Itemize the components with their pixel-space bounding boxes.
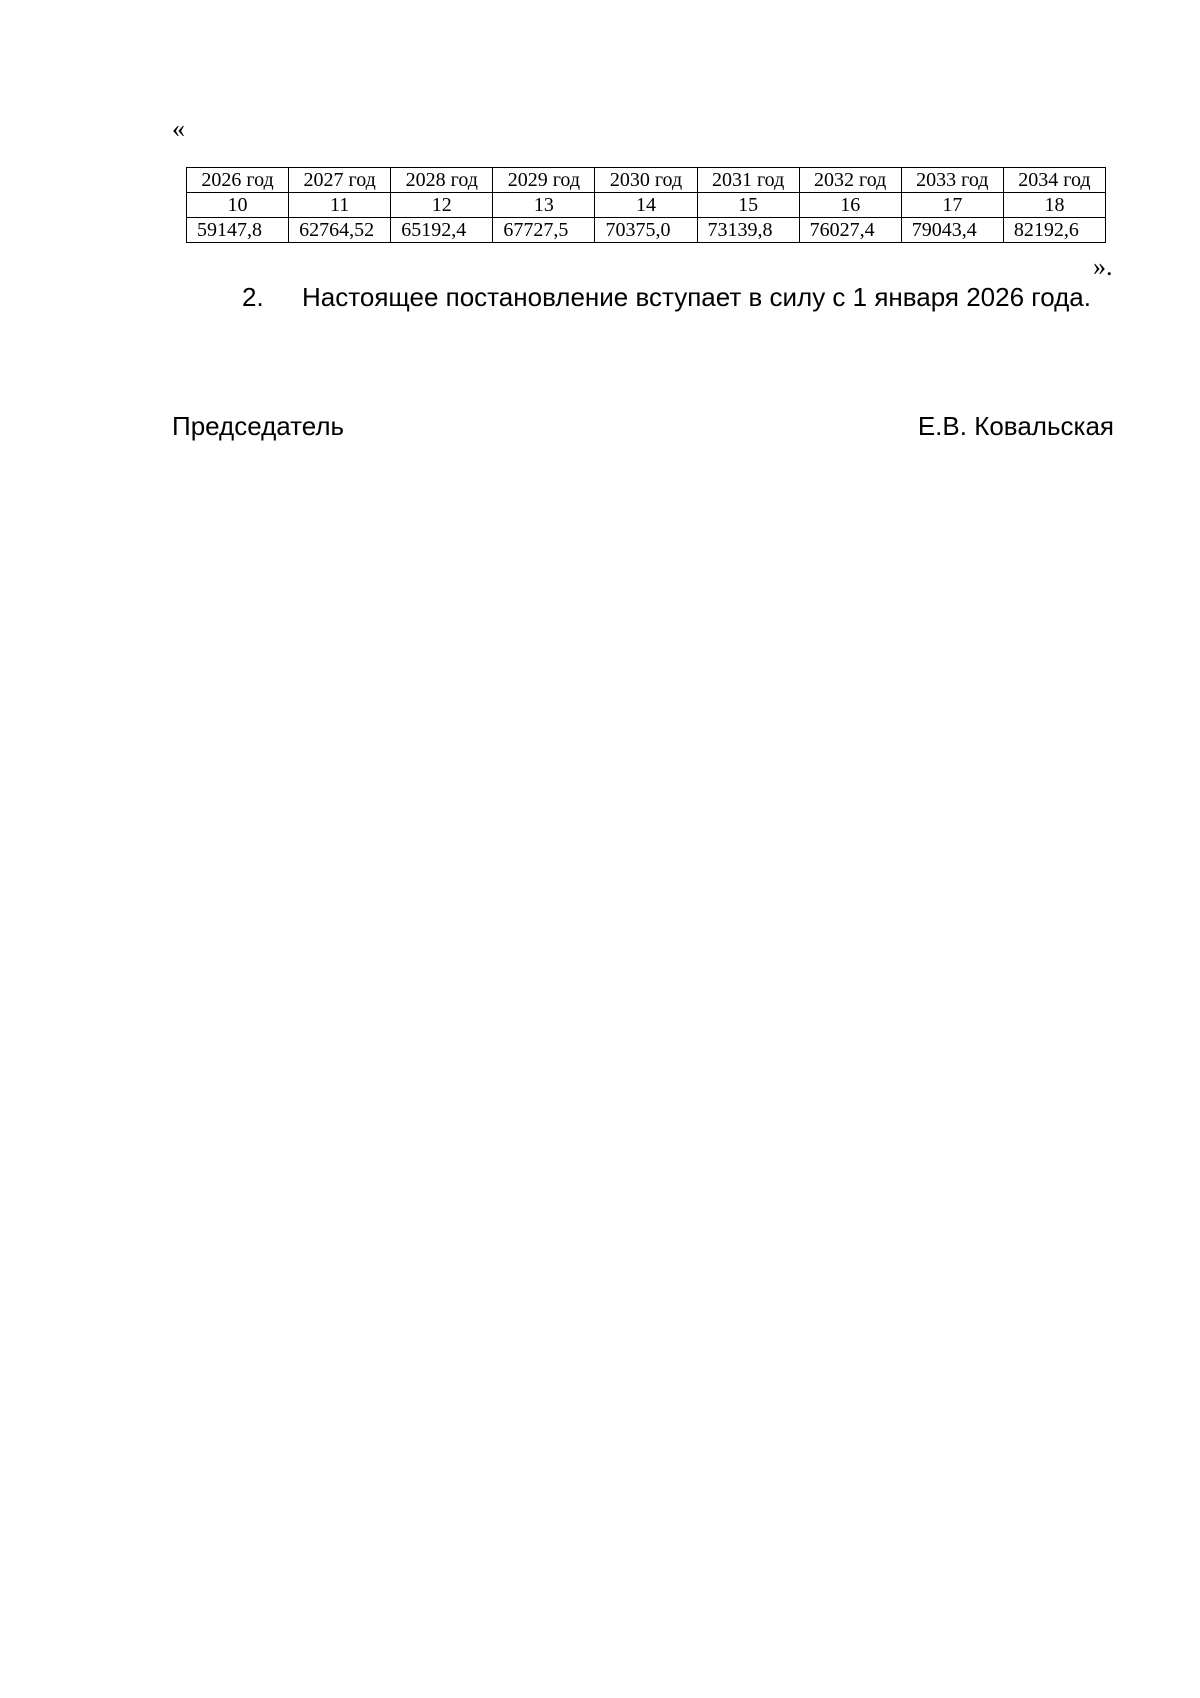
table-cell-year: 2026 год [187, 168, 289, 193]
table-row-values [187, 218, 1106, 243]
table-cell-year: 2034 год [1003, 168, 1105, 193]
table-row-years [187, 168, 1106, 193]
table-cell-value: 73139,8 [697, 218, 799, 243]
table-cell-index: 18 [1003, 193, 1105, 218]
table-cell-year: 2031 год [697, 168, 799, 193]
values-table [186, 167, 1106, 243]
table-cell-value: 82192,6 [1003, 218, 1105, 243]
table-cell-index: 17 [901, 193, 1003, 218]
table-cell-index: 12 [391, 193, 493, 218]
table-cell-year: 2029 год [493, 168, 595, 193]
clause-text: Настоящее постановление вступает в силу с 1 января 2026 года. [302, 282, 1091, 312]
table-cell-index: 15 [697, 193, 799, 218]
table-cell-index: 11 [289, 193, 391, 218]
table-cell-value: 67727,5 [493, 218, 595, 243]
table-cell-index: 13 [493, 193, 595, 218]
table-cell-value: 79043,4 [901, 218, 1003, 243]
table-cell-value: 76027,4 [799, 218, 901, 243]
table-cell-value: 62764,52 [289, 218, 391, 243]
table-cell-value: 59147,8 [187, 218, 289, 243]
table-cell-value: 70375,0 [595, 218, 697, 243]
clause-number: 2. [242, 282, 264, 312]
table-cell-index: 10 [187, 193, 289, 218]
table-cell-year: 2028 год [391, 168, 493, 193]
signatory-name: Е.В. Ковальская [917, 411, 1114, 441]
table-cell-year: 2033 год [901, 168, 1003, 193]
opening-quote-mark: « [172, 114, 185, 143]
table-row-indices [187, 193, 1106, 218]
signatory-title: Председатель [172, 411, 345, 441]
table-cell-index: 16 [799, 193, 901, 218]
closing-quote-mark: ». [1093, 252, 1113, 281]
table-cell-value: 65192,4 [391, 218, 493, 243]
table-cell-year: 2032 год [799, 168, 901, 193]
table-cell-index: 14 [595, 193, 697, 218]
table-cell-year: 2027 год [289, 168, 391, 193]
table-cell-year: 2030 год [595, 168, 697, 193]
